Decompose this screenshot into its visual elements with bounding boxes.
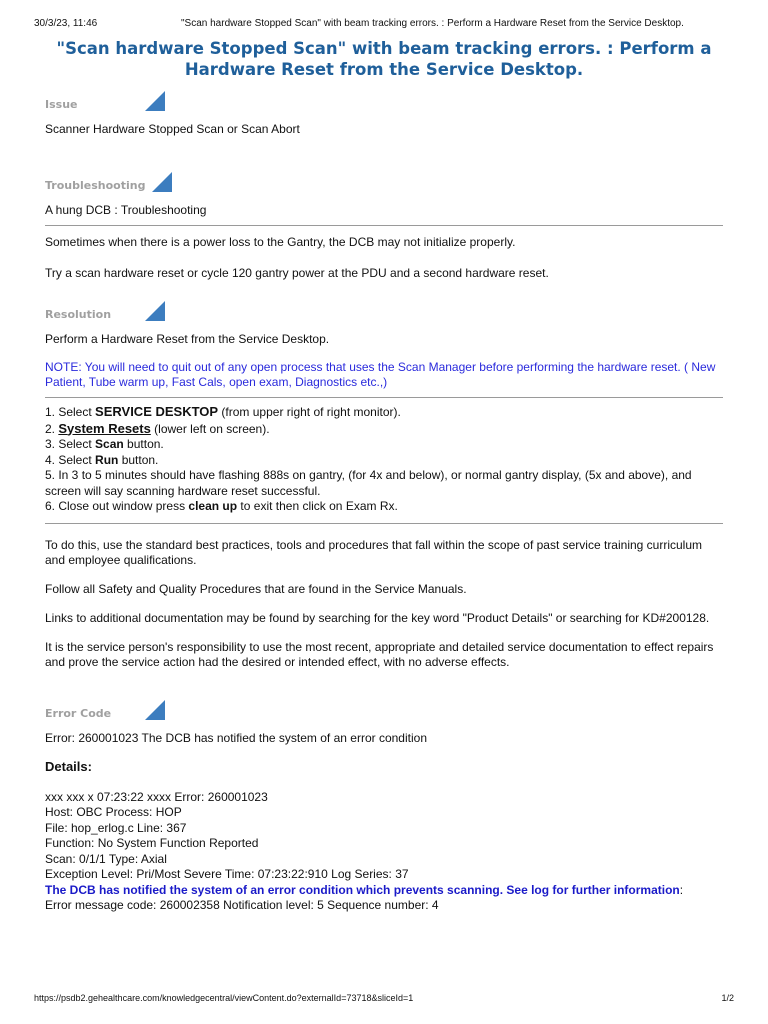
step-6: 6. Close out window press clean up to exit then click on Exam Rx. bbox=[45, 499, 398, 513]
details-line: The DCB has notified the system of an error condition which prevents scanning. See log for further information: bbox=[45, 882, 684, 897]
troubleshooting-text: A hung DCB : Troubleshooting bbox=[45, 203, 207, 217]
details-label: Details: bbox=[45, 758, 92, 774]
page-title-line-2: Hardware Reset from the Service Desktop. bbox=[184, 60, 584, 79]
step-3: 3. Select Scan button. bbox=[45, 437, 164, 451]
policy-paragraph-3: Links to additional documentation may be found by searching for the key word "Product Details" or searching for KD#200128. bbox=[45, 610, 710, 625]
details-line: Function: No System Function Reported bbox=[45, 836, 259, 850]
details-line: Error message code: 260002358 Notification level: 5 Sequence number: 4 bbox=[45, 898, 439, 912]
resolution-section-header bbox=[45, 299, 723, 321]
step-5: 5. In 3 to 5 minutes should have flashing 888s on gantry, (for 4x and below), or normal gantry display, (5x and above), and screen will say scanning hardware reset successful. bbox=[45, 468, 692, 498]
step-1: 1. Select SERVICE DESKTOP (from upper right of right monitor). bbox=[45, 404, 401, 419]
print-url: https://psdb2.gehealthcare.com/knowledgecentral/viewContent.do?externalId=73718&sliceId=1 bbox=[34, 993, 414, 1003]
troubleshooting-section-header bbox=[45, 170, 723, 192]
issue-section-header bbox=[45, 89, 723, 111]
step-2: 2. System Resets (lower left on screen). bbox=[45, 420, 270, 436]
resolution-label: Resolution bbox=[45, 308, 112, 321]
details-line: xxx xxx x 07:23:22 xxxx Error: 260001023 bbox=[45, 789, 268, 804]
corner-triangle-icon bbox=[145, 301, 165, 321]
print-datetime: 30/3/23, 11:46 bbox=[34, 18, 98, 29]
policy-paragraph-2: Follow all Safety and Quality Procedures that are found in the Service Manuals. bbox=[45, 581, 467, 596]
steps-list bbox=[45, 404, 723, 515]
details-line: File: hop_erlog.c Line: 367 bbox=[45, 820, 187, 835]
print-header bbox=[34, 18, 734, 32]
note-text: NOTE: You will need to quit out of any open process that uses the Scan Manager before performing the hardware reset. ( New Patient, Tube warm up, Fast Cals, open exam, Diagnostics etc.,) bbox=[45, 360, 716, 389]
corner-triangle-icon bbox=[145, 700, 165, 720]
resolution-text: Perform a Hardware Reset from the Service Desktop. bbox=[45, 332, 330, 346]
policy-paragraph-1: To do this, use the standard best practices, tools and procedures that fall within the scope of past service training curriculum and employee qualifications. bbox=[45, 537, 703, 567]
error-text: Error: 260001023 The DCB has notified the system of an error condition bbox=[45, 730, 427, 745]
print-footer bbox=[34, 993, 734, 1007]
page-title-line-1: "Scan hardware Stopped Scan" with beam tracking errors. : Perform a bbox=[56, 39, 712, 58]
details-line: Exception Level: Pri/Most Severe Time: 07:23:22:910 Log Series: 37 bbox=[45, 867, 409, 881]
print-page-number: 1/2 bbox=[721, 993, 734, 1003]
policy-paragraph-4: It is the service person's responsibility to use the most recent, appropriate and detailed service documentation to effect repairs and prove the service action had the desired or intended effect, with no adverse effects. bbox=[45, 639, 714, 669]
page-title bbox=[45, 38, 723, 80]
corner-triangle-icon bbox=[152, 172, 172, 192]
corner-triangle-icon bbox=[145, 91, 165, 111]
error-code-section-header bbox=[45, 698, 723, 720]
details-line: Scan: 0/1/1 Type: Axial bbox=[45, 851, 167, 866]
details-line: Host: OBC Process: HOP bbox=[45, 805, 182, 819]
print-page-title: "Scan hardware Stopped Scan" with beam tracking errors. : Perform a Hardware Reset from the Service Desktop. bbox=[181, 18, 684, 29]
troubleshooting-paragraph-2: Try a scan hardware reset or cycle 120 gantry power at the PDU and a second hardware reset. bbox=[45, 266, 549, 280]
issue-text: Scanner Hardware Stopped Scan or Scan Abort bbox=[45, 122, 300, 136]
issue-label: Issue bbox=[45, 98, 78, 111]
document-body bbox=[45, 38, 723, 914]
details-block bbox=[45, 790, 723, 914]
step-4: 4. Select Run button. bbox=[45, 452, 159, 467]
error-code-label: Error Code bbox=[45, 706, 112, 720]
troubleshooting-label: Troubleshooting bbox=[45, 179, 146, 192]
troubleshooting-paragraph-1: Sometimes when there is a power loss to the Gantry, the DCB may not initialize properly. bbox=[45, 235, 516, 249]
